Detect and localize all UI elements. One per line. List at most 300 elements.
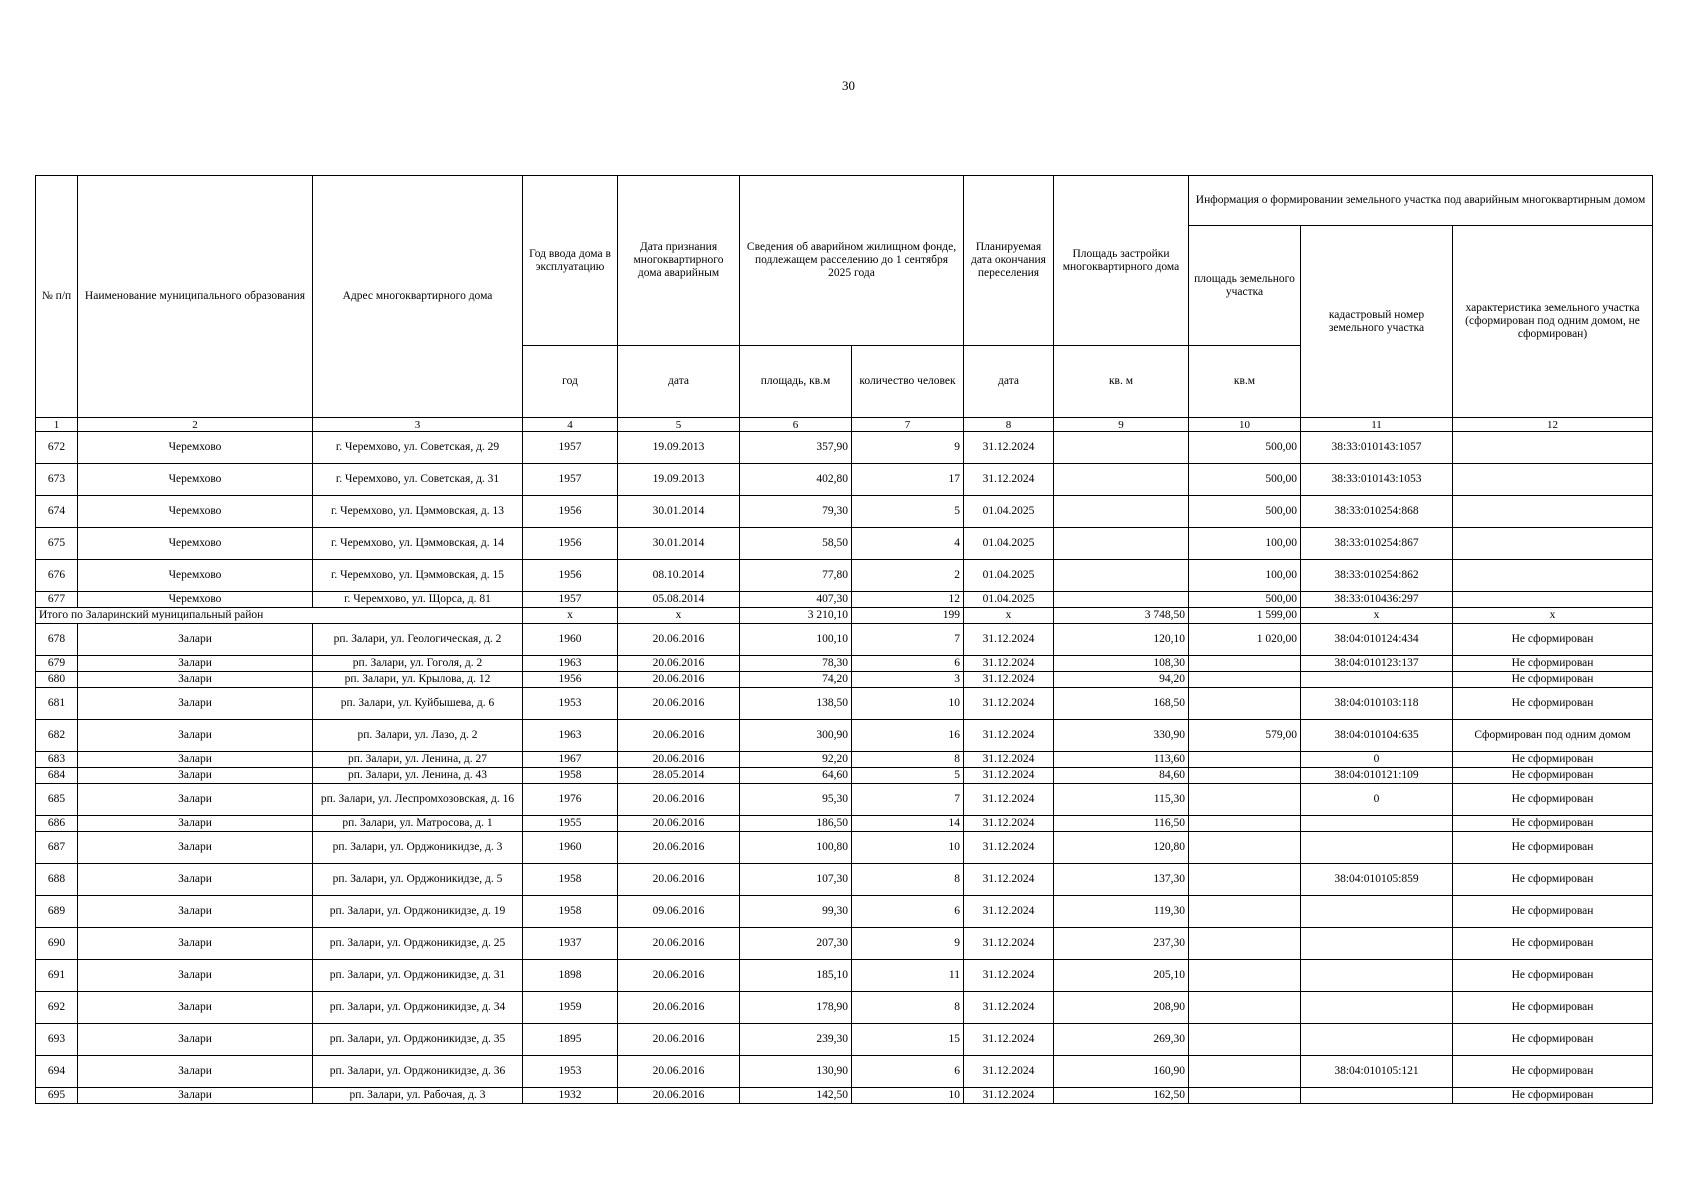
land-char-cell: Не сформирован — [1453, 992, 1653, 1024]
planned-end-cell: 31.12.2024 — [964, 768, 1054, 784]
table-row — [36, 864, 1653, 896]
municipality-cell: Залари — [78, 784, 313, 816]
recognition-date-cell: 20.06.2016 — [618, 864, 740, 896]
subtotal-land-char: х — [1453, 608, 1653, 624]
row-number: 695 — [36, 1088, 78, 1104]
header-fund-info: Сведения об аварийном жилищном фонде, подлежащем расселению до 1 сентября 2025 года — [740, 176, 964, 346]
subtotal-date: х — [618, 608, 740, 624]
area-cell: 402,80 — [740, 464, 852, 496]
land-area-cell — [1189, 1056, 1301, 1088]
row-number: 686 — [36, 816, 78, 832]
column-numbers-row — [36, 418, 1653, 432]
recognition-date-cell: 20.06.2016 — [618, 656, 740, 672]
address-cell: г. Черемхово, ул. Советская, д. 29 — [313, 432, 523, 464]
recognition-date-cell: 09.06.2016 — [618, 896, 740, 928]
municipality-cell: Черемхово — [78, 496, 313, 528]
recognition-date-cell: 28.05.2014 — [618, 768, 740, 784]
building-area-cell: 237,30 — [1054, 928, 1189, 960]
people-cell: 8 — [852, 864, 964, 896]
address-cell: рп. Залари, ул. Леспромхозовская, д. 16 — [313, 784, 523, 816]
year-cell: 1960 — [523, 624, 618, 656]
table-row — [36, 896, 1653, 928]
column-number: 12 — [1453, 418, 1653, 432]
cadastral-cell — [1301, 960, 1453, 992]
municipality-cell: Черемхово — [78, 592, 313, 608]
row-number: 689 — [36, 896, 78, 928]
header-num: № п/п — [36, 176, 78, 418]
land-area-cell: 500,00 — [1189, 464, 1301, 496]
people-cell: 7 — [852, 784, 964, 816]
recognition-date-cell: 20.06.2016 — [618, 752, 740, 768]
land-area-cell: 100,00 — [1189, 528, 1301, 560]
land-char-cell: Не сформирован — [1453, 896, 1653, 928]
cadastral-cell: 38:04:010105:859 — [1301, 864, 1453, 896]
table-row — [36, 432, 1653, 464]
recognition-date-cell: 20.06.2016 — [618, 720, 740, 752]
cadastral-cell — [1301, 928, 1453, 960]
area-cell: 79,30 — [740, 496, 852, 528]
table-body-zalari — [36, 624, 1653, 1104]
municipality-cell: Залари — [78, 1056, 313, 1088]
row-number: 679 — [36, 656, 78, 672]
people-cell: 10 — [852, 688, 964, 720]
subtotal-building-area: 3 748,50 — [1054, 608, 1189, 624]
table-row — [36, 960, 1653, 992]
building-area-cell: 205,10 — [1054, 960, 1189, 992]
building-area-cell: 119,30 — [1054, 896, 1189, 928]
year-cell: 1956 — [523, 496, 618, 528]
planned-end-cell: 31.12.2024 — [964, 784, 1054, 816]
building-area-cell: 108,30 — [1054, 656, 1189, 672]
planned-end-cell: 01.04.2025 — [964, 528, 1054, 560]
year-cell: 1953 — [523, 688, 618, 720]
area-cell: 142,50 — [740, 1088, 852, 1104]
land-area-cell — [1189, 864, 1301, 896]
people-cell: 9 — [852, 432, 964, 464]
column-number: 9 — [1054, 418, 1189, 432]
cadastral-cell: 38:04:010105:121 — [1301, 1056, 1453, 1088]
people-cell: 15 — [852, 1024, 964, 1056]
address-cell: г. Черемхово, ул. Щорса, д. 81 — [313, 592, 523, 608]
area-cell: 186,50 — [740, 816, 852, 832]
cadastral-cell — [1301, 896, 1453, 928]
area-cell: 207,30 — [740, 928, 852, 960]
table-row — [36, 832, 1653, 864]
year-cell: 1958 — [523, 864, 618, 896]
cadastral-cell: 38:33:010254:868 — [1301, 496, 1453, 528]
row-number: 684 — [36, 768, 78, 784]
table-row — [36, 1056, 1653, 1088]
land-area-cell — [1189, 896, 1301, 928]
land-char-cell: Не сформирован — [1453, 1056, 1653, 1088]
people-cell: 9 — [852, 928, 964, 960]
address-cell: рп. Залари, ул. Матросова, д. 1 — [313, 816, 523, 832]
recognition-date-cell: 20.06.2016 — [618, 672, 740, 688]
column-number: 4 — [523, 418, 618, 432]
address-cell: г. Черемхово, ул. Советская, д. 31 — [313, 464, 523, 496]
subtotal-section — [36, 608, 1653, 624]
land-char-cell: Не сформирован — [1453, 1088, 1653, 1104]
land-area-cell: 100,00 — [1189, 560, 1301, 592]
municipality-cell: Залари — [78, 992, 313, 1024]
recognition-date-cell: 30.01.2014 — [618, 496, 740, 528]
table-header — [36, 176, 1653, 432]
table-row — [36, 672, 1653, 688]
land-area-cell — [1189, 960, 1301, 992]
year-cell: 1937 — [523, 928, 618, 960]
people-cell: 14 — [852, 816, 964, 832]
municipality-cell: Черемхово — [78, 560, 313, 592]
cadastral-cell: 38:04:010103:118 — [1301, 688, 1453, 720]
municipality-cell: Залари — [78, 896, 313, 928]
year-cell: 1959 — [523, 992, 618, 1024]
cadastral-cell — [1301, 992, 1453, 1024]
municipality-cell: Залари — [78, 960, 313, 992]
planned-end-cell: 31.12.2024 — [964, 624, 1054, 656]
area-cell: 78,30 — [740, 656, 852, 672]
people-cell: 3 — [852, 672, 964, 688]
building-area-cell: 162,50 — [1054, 1088, 1189, 1104]
building-area-cell: 94,20 — [1054, 672, 1189, 688]
address-cell: г. Черемхово, ул. Цэммовская, д. 13 — [313, 496, 523, 528]
building-area-cell: 120,10 — [1054, 624, 1189, 656]
address-cell: рп. Залари, ул. Орджоникидзе, д. 19 — [313, 896, 523, 928]
building-area-cell: 160,90 — [1054, 1056, 1189, 1088]
column-number: 11 — [1301, 418, 1453, 432]
land-char-cell: Не сформирован — [1453, 928, 1653, 960]
column-number: 7 — [852, 418, 964, 432]
row-number: 677 — [36, 592, 78, 608]
land-area-cell — [1189, 688, 1301, 720]
planned-end-cell: 31.12.2024 — [964, 1056, 1054, 1088]
row-number: 687 — [36, 832, 78, 864]
people-cell: 10 — [852, 1088, 964, 1104]
municipality-cell: Залари — [78, 688, 313, 720]
land-area-cell — [1189, 832, 1301, 864]
land-char-cell: Не сформирован — [1453, 864, 1653, 896]
header-unit-date: дата — [618, 346, 740, 418]
table-row — [36, 688, 1653, 720]
year-cell: 1957 — [523, 432, 618, 464]
row-number: 693 — [36, 1024, 78, 1056]
table-row — [36, 464, 1653, 496]
planned-end-cell: 31.12.2024 — [964, 992, 1054, 1024]
land-char-cell: Не сформирован — [1453, 960, 1653, 992]
building-area-cell: 168,50 — [1054, 688, 1189, 720]
people-cell: 8 — [852, 992, 964, 1024]
address-cell: рп. Залари, ул. Рабочая, д. 3 — [313, 1088, 523, 1104]
people-cell: 7 — [852, 624, 964, 656]
row-number: 676 — [36, 560, 78, 592]
land-char-cell — [1453, 592, 1653, 608]
land-char-cell: Не сформирован — [1453, 784, 1653, 816]
recognition-date-cell: 05.08.2014 — [618, 592, 740, 608]
building-area-cell: 84,60 — [1054, 768, 1189, 784]
land-char-cell — [1453, 528, 1653, 560]
subtotal-year: х — [523, 608, 618, 624]
building-area-cell: 330,90 — [1054, 720, 1189, 752]
area-cell: 185,10 — [740, 960, 852, 992]
cadastral-cell: 38:33:010436:297 — [1301, 592, 1453, 608]
year-cell: 1898 — [523, 960, 618, 992]
people-cell: 6 — [852, 896, 964, 928]
municipality-cell: Залари — [78, 672, 313, 688]
building-area-cell — [1054, 592, 1189, 608]
land-char-cell: Не сформирован — [1453, 624, 1653, 656]
subtotal-people: 199 — [852, 608, 964, 624]
land-char-cell: Не сформирован — [1453, 816, 1653, 832]
cadastral-cell: 38:04:010121:109 — [1301, 768, 1453, 784]
municipality-cell: Залари — [78, 816, 313, 832]
address-cell: рп. Залари, ул. Крылова, д. 12 — [313, 672, 523, 688]
area-cell: 239,30 — [740, 1024, 852, 1056]
column-number: 1 — [36, 418, 78, 432]
area-cell: 178,90 — [740, 992, 852, 1024]
municipality-cell: Залари — [78, 832, 313, 864]
year-cell: 1953 — [523, 1056, 618, 1088]
table-row — [36, 1088, 1653, 1104]
address-cell: рп. Залари, ул. Ленина, д. 43 — [313, 768, 523, 784]
row-number: 681 — [36, 688, 78, 720]
address-cell: рп. Залари, ул. Орджоникидзе, д. 36 — [313, 1056, 523, 1088]
area-cell: 138,50 — [740, 688, 852, 720]
land-char-cell: Сформирован под одним домом — [1453, 720, 1653, 752]
year-cell: 1958 — [523, 896, 618, 928]
year-cell: 1957 — [523, 464, 618, 496]
planned-end-cell: 31.12.2024 — [964, 672, 1054, 688]
people-cell: 17 — [852, 464, 964, 496]
land-area-cell — [1189, 1088, 1301, 1104]
land-area-cell — [1189, 752, 1301, 768]
planned-end-cell: 31.12.2024 — [964, 720, 1054, 752]
land-area-cell — [1189, 672, 1301, 688]
header-recognition-date: Дата признания многоквартирного дома аварийным — [618, 176, 740, 346]
recognition-date-cell: 20.06.2016 — [618, 960, 740, 992]
area-cell: 99,30 — [740, 896, 852, 928]
subtotal-row — [36, 608, 1653, 624]
emergency-housing-table — [35, 175, 1653, 1104]
land-char-cell: Не сформирован — [1453, 656, 1653, 672]
header-address: Адрес многоквартирного дома — [313, 176, 523, 418]
building-area-cell: 137,30 — [1054, 864, 1189, 896]
municipality-cell: Залари — [78, 624, 313, 656]
address-cell: рп. Залари, ул. Орджоникидзе, д. 34 — [313, 992, 523, 1024]
row-number: 694 — [36, 1056, 78, 1088]
recognition-date-cell: 08.10.2014 — [618, 560, 740, 592]
planned-end-cell: 31.12.2024 — [964, 896, 1054, 928]
year-cell: 1963 — [523, 720, 618, 752]
row-number: 682 — [36, 720, 78, 752]
address-cell: рп. Залари, ул. Орджоникидзе, д. 31 — [313, 960, 523, 992]
row-number: 683 — [36, 752, 78, 768]
municipality-cell: Черемхово — [78, 528, 313, 560]
table-row — [36, 656, 1653, 672]
subtotal-end: х — [964, 608, 1054, 624]
address-cell: рп. Залари, ул. Геологическая, д. 2 — [313, 624, 523, 656]
people-cell: 16 — [852, 720, 964, 752]
municipality-cell: Залари — [78, 1088, 313, 1104]
header-municipality: Наименование муниципального образования — [78, 176, 313, 418]
column-number: 2 — [78, 418, 313, 432]
planned-end-cell: 31.12.2024 — [964, 864, 1054, 896]
recognition-date-cell: 19.09.2013 — [618, 464, 740, 496]
land-area-cell — [1189, 656, 1301, 672]
table-row — [36, 928, 1653, 960]
land-area-cell — [1189, 816, 1301, 832]
recognition-date-cell: 20.06.2016 — [618, 1088, 740, 1104]
header-cadastral: кадастровый номер земельного участка — [1301, 226, 1453, 418]
header-building-area: Площадь застройки многоквартирного дома — [1054, 176, 1189, 346]
building-area-cell — [1054, 464, 1189, 496]
table-row — [36, 496, 1653, 528]
row-number: 690 — [36, 928, 78, 960]
area-cell: 64,60 — [740, 768, 852, 784]
table-row — [36, 784, 1653, 816]
planned-end-cell: 31.12.2024 — [964, 432, 1054, 464]
recognition-date-cell: 20.06.2016 — [618, 928, 740, 960]
row-number: 688 — [36, 864, 78, 896]
land-area-cell: 500,00 — [1189, 592, 1301, 608]
municipality-cell: Залари — [78, 656, 313, 672]
cadastral-cell: 0 — [1301, 752, 1453, 768]
planned-end-cell: 31.12.2024 — [964, 656, 1054, 672]
address-cell: рп. Залари, ул. Орджоникидзе, д. 3 — [313, 832, 523, 864]
cadastral-cell: 38:33:010143:1053 — [1301, 464, 1453, 496]
building-area-cell: 113,60 — [1054, 752, 1189, 768]
land-char-cell — [1453, 496, 1653, 528]
land-area-cell: 500,00 — [1189, 432, 1301, 464]
building-area-cell: 120,80 — [1054, 832, 1189, 864]
area-cell: 407,30 — [740, 592, 852, 608]
address-cell: рп. Залари, ул. Орджоникидзе, д. 5 — [313, 864, 523, 896]
year-cell: 1956 — [523, 672, 618, 688]
municipality-cell: Залари — [78, 864, 313, 896]
area-cell: 300,90 — [740, 720, 852, 752]
land-char-cell — [1453, 560, 1653, 592]
land-char-cell — [1453, 464, 1653, 496]
header-planned-end: Планируемая дата окончания переселения — [964, 176, 1054, 346]
people-cell: 6 — [852, 1056, 964, 1088]
year-cell: 1976 — [523, 784, 618, 816]
column-number: 10 — [1189, 418, 1301, 432]
cadastral-cell — [1301, 816, 1453, 832]
address-cell: рп. Залари, ул. Гоголя, д. 2 — [313, 656, 523, 672]
area-cell: 77,80 — [740, 560, 852, 592]
header-unit-sqm2: кв.м — [1189, 346, 1301, 418]
table-row — [36, 992, 1653, 1024]
table-row — [36, 560, 1653, 592]
building-area-cell: 116,50 — [1054, 816, 1189, 832]
people-cell: 5 — [852, 496, 964, 528]
land-area-cell — [1189, 1024, 1301, 1056]
land-area-cell — [1189, 992, 1301, 1024]
people-cell: 8 — [852, 752, 964, 768]
municipality-cell: Залари — [78, 928, 313, 960]
cadastral-cell: 38:04:010104:635 — [1301, 720, 1453, 752]
row-number: 678 — [36, 624, 78, 656]
building-area-cell — [1054, 560, 1189, 592]
cadastral-cell — [1301, 1088, 1453, 1104]
planned-end-cell: 31.12.2024 — [964, 1024, 1054, 1056]
table-row — [36, 592, 1653, 608]
land-char-cell: Не сформирован — [1453, 768, 1653, 784]
recognition-date-cell: 20.06.2016 — [618, 784, 740, 816]
column-number: 3 — [313, 418, 523, 432]
area-cell: 74,20 — [740, 672, 852, 688]
land-area-cell — [1189, 784, 1301, 816]
cadastral-cell: 38:33:010254:862 — [1301, 560, 1453, 592]
column-number: 5 — [618, 418, 740, 432]
land-area-cell: 500,00 — [1189, 496, 1301, 528]
recognition-date-cell: 20.06.2016 — [618, 992, 740, 1024]
municipality-cell: Залари — [78, 768, 313, 784]
header-land-info: Информация о формировании земельного участка под аварийным многоквартирным домом — [1189, 176, 1653, 226]
row-number: 674 — [36, 496, 78, 528]
row-number: 680 — [36, 672, 78, 688]
planned-end-cell: 31.12.2024 — [964, 688, 1054, 720]
subtotal-cadastral: х — [1301, 608, 1453, 624]
header-land-char: характеристика земельного участка (сформирован под одним домом, не сформирован) — [1453, 226, 1653, 418]
header-land-area: площадь земельного участка — [1189, 226, 1301, 346]
cadastral-cell: 0 — [1301, 784, 1453, 816]
recognition-date-cell: 20.06.2016 — [618, 624, 740, 656]
land-char-cell: Не сформирован — [1453, 1024, 1653, 1056]
people-cell: 11 — [852, 960, 964, 992]
planned-end-cell: 01.04.2025 — [964, 560, 1054, 592]
address-cell: рп. Залари, ул. Куйбышева, д. 6 — [313, 688, 523, 720]
area-cell: 107,30 — [740, 864, 852, 896]
people-cell: 6 — [852, 656, 964, 672]
address-cell: рп. Залари, ул. Орджоникидзе, д. 35 — [313, 1024, 523, 1056]
building-area-cell: 115,30 — [1054, 784, 1189, 816]
table-row — [36, 768, 1653, 784]
land-char-cell: Не сформирован — [1453, 832, 1653, 864]
people-cell: 2 — [852, 560, 964, 592]
land-area-cell — [1189, 928, 1301, 960]
planned-end-cell: 31.12.2024 — [964, 1088, 1054, 1104]
address-cell: рп. Залари, ул. Орджоникидзе, д. 25 — [313, 928, 523, 960]
municipality-cell: Залари — [78, 720, 313, 752]
area-cell: 100,80 — [740, 832, 852, 864]
year-cell: 1960 — [523, 832, 618, 864]
recognition-date-cell: 20.06.2016 — [618, 816, 740, 832]
people-cell: 4 — [852, 528, 964, 560]
municipality-cell: Залари — [78, 1024, 313, 1056]
header-unit-date2: дата — [964, 346, 1054, 418]
year-cell: 1932 — [523, 1088, 618, 1104]
building-area-cell — [1054, 432, 1189, 464]
address-cell: рп. Залари, ул. Ленина, д. 27 — [313, 752, 523, 768]
table-row — [36, 528, 1653, 560]
year-cell: 1958 — [523, 768, 618, 784]
cadastral-cell: 38:33:010254:867 — [1301, 528, 1453, 560]
address-cell: г. Черемхово, ул. Цэммовская, д. 15 — [313, 560, 523, 592]
year-cell: 1956 — [523, 560, 618, 592]
planned-end-cell: 31.12.2024 — [964, 752, 1054, 768]
area-cell: 58,50 — [740, 528, 852, 560]
cadastral-cell: 38:04:010123:137 — [1301, 656, 1453, 672]
year-cell: 1967 — [523, 752, 618, 768]
planned-end-cell: 31.12.2024 — [964, 960, 1054, 992]
table-row — [36, 1024, 1653, 1056]
row-number: 672 — [36, 432, 78, 464]
recognition-date-cell: 19.09.2013 — [618, 432, 740, 464]
cadastral-cell — [1301, 1024, 1453, 1056]
area-cell: 130,90 — [740, 1056, 852, 1088]
recognition-date-cell: 30.01.2014 — [618, 528, 740, 560]
area-cell: 357,90 — [740, 432, 852, 464]
table-row — [36, 816, 1653, 832]
